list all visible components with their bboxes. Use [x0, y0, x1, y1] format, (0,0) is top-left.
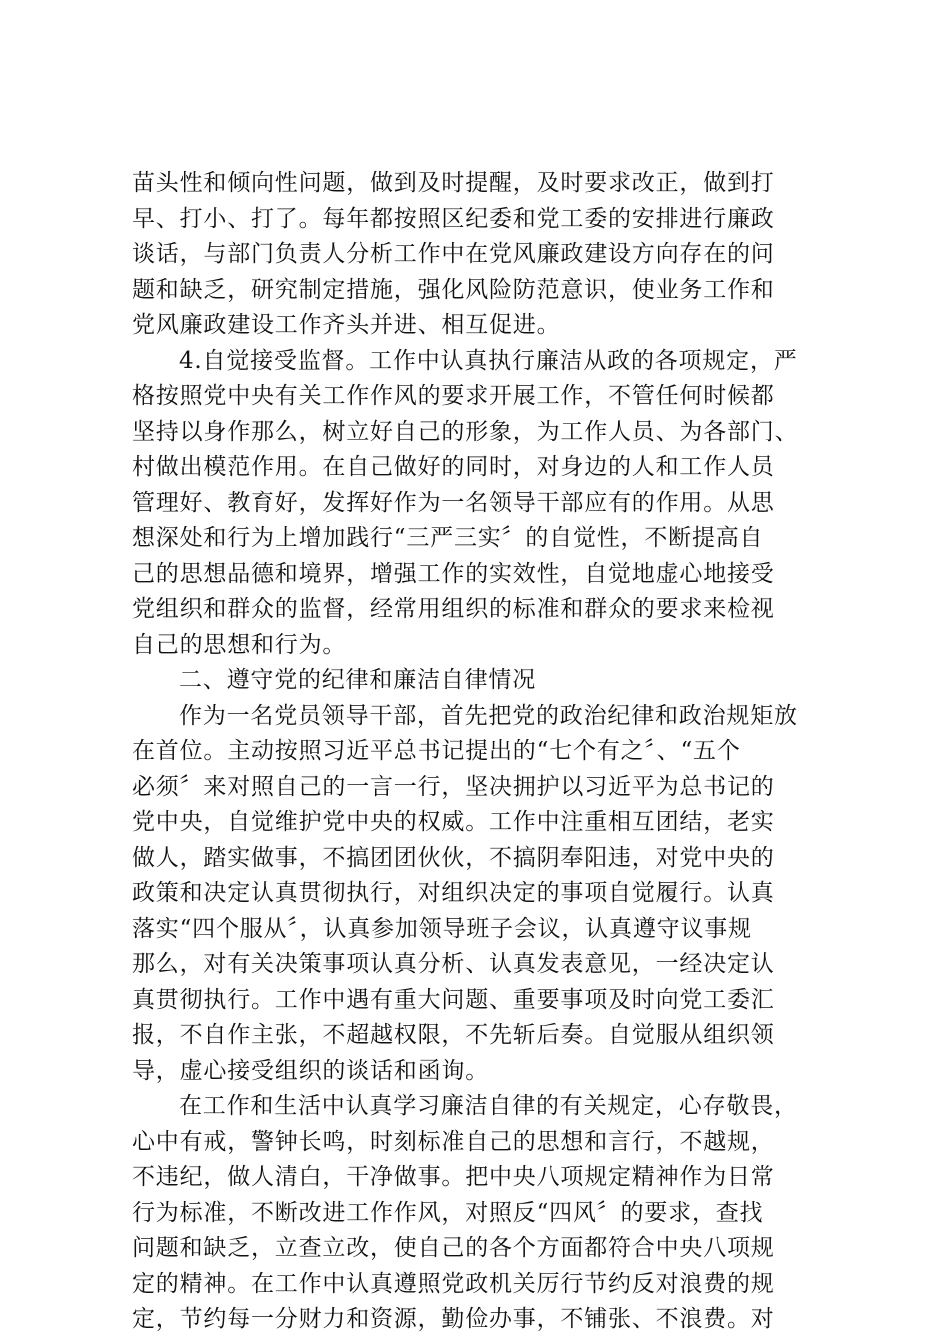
text-line: 自己的思想和行为。	[132, 631, 347, 658]
text-line: 行为标准，不断改进工作作风，对照反“四风〞的要求，查找	[132, 1199, 764, 1226]
text-line: 谈话，与部门负责人分析工作中在党风廉政建设方向存在的问	[132, 241, 775, 267]
text-line: 落实“四个服从〞，认真参加领导班子会议，认真遵守议事规	[132, 915, 752, 942]
text-line: 在工作和生活中认真学习廉洁自律的有关规定，心存敬畏，	[179, 1093, 798, 1119]
text-line: 二、遵守党的纪律和廉洁自律情况	[179, 667, 536, 693]
text-line: 报，不自作主张，不超越权限，不先斩后奏。自觉服从组织领	[132, 1022, 775, 1048]
text-line: 不违纪，做人清白，干净做事。把中央八项规定精神作为日常	[132, 1164, 775, 1190]
text-line: 坚持以身作那么，树立好自己的形象，为工作人员、为各部门、	[132, 418, 799, 445]
text-line: 早、打小、打了。每年都按照区纪委和党工委的安排进行廉政	[132, 205, 775, 232]
text-line: 问题和缺乏，立查立改，使自己的各个方面都符合中央八项规	[132, 1235, 775, 1261]
text-line: 心中有戒，警钟长鸣，时刻标准自己的思想和言行，不越规，	[132, 1128, 775, 1155]
text-line: 己的思想品德和境界，增强工作的实效性，自觉地虚心地接受	[132, 560, 775, 587]
text-line: 在首位。主动按照习近平总书记提出的“七个有之〞、“五个	[132, 738, 741, 764]
text-line: 定，节约每一分财力和资源，勤俭办事，不铺张、不浪费。对	[132, 1306, 775, 1332]
text-line: 党组织和群众的监督，经常用组织的标准和群众的要求来检视	[132, 596, 775, 622]
text-line: 政策和决定认真贯彻执行，对组织决定的事项自觉履行。认真	[132, 880, 775, 906]
text-line: 导，虚心接受组织的谈话和函询。	[132, 1057, 489, 1084]
text-line: 题和缺乏，研究制定措施，强化风险防范意识，使业务工作和	[132, 276, 775, 303]
text-line: 苗头性和倾向性问题，做到及时提醒，及时要求改正，做到打	[132, 170, 775, 196]
text-line: 那么，对有关决策事项认真分析、认真发表意见，一经决定认	[132, 951, 775, 977]
text-line: 想深处和行为上增加践行“三严三实〞的自觉性，不断提高自	[132, 525, 764, 551]
text-line: 4.自觉接受监督。工作中认真执行廉洁从政的各项规定，严	[179, 347, 798, 374]
document-body	[132, 166, 832, 1338]
text-line: 必须〞来对照自己的一言一行，坚决拥护以习近平为总书记的	[132, 773, 775, 800]
text-line: 作为一名党员领导干部，首先把党的政治纪律和政治规矩放	[179, 702, 798, 729]
text-line: 做人，踏实做事，不搞团团伙伙，不搞阴奉阳违，对党中央的	[132, 844, 775, 871]
text-line: 定的精神。在工作中认真遵照党政机关厉行节约反对浪费的规	[132, 1270, 775, 1297]
text-line: 管理好、教育好，发挥好作为一名领导干部应有的作用。从思	[132, 489, 775, 516]
text-line: 党中央，自觉维护党中央的权威。工作中注重相互团结，老实	[132, 809, 775, 835]
text-line: 党风廉政建设工作齐头并进、相互促进。	[132, 312, 561, 338]
text-line: 格按照党中央有关工作作风的要求开展工作，不管任何时候都	[132, 383, 775, 409]
text-line: 村做出模范作用。在自己做好的同时，对身边的人和工作人员	[132, 454, 775, 480]
text-line: 真贯彻执行。工作中遇有重大问题、重要事项及时向党工委汇	[132, 986, 775, 1013]
